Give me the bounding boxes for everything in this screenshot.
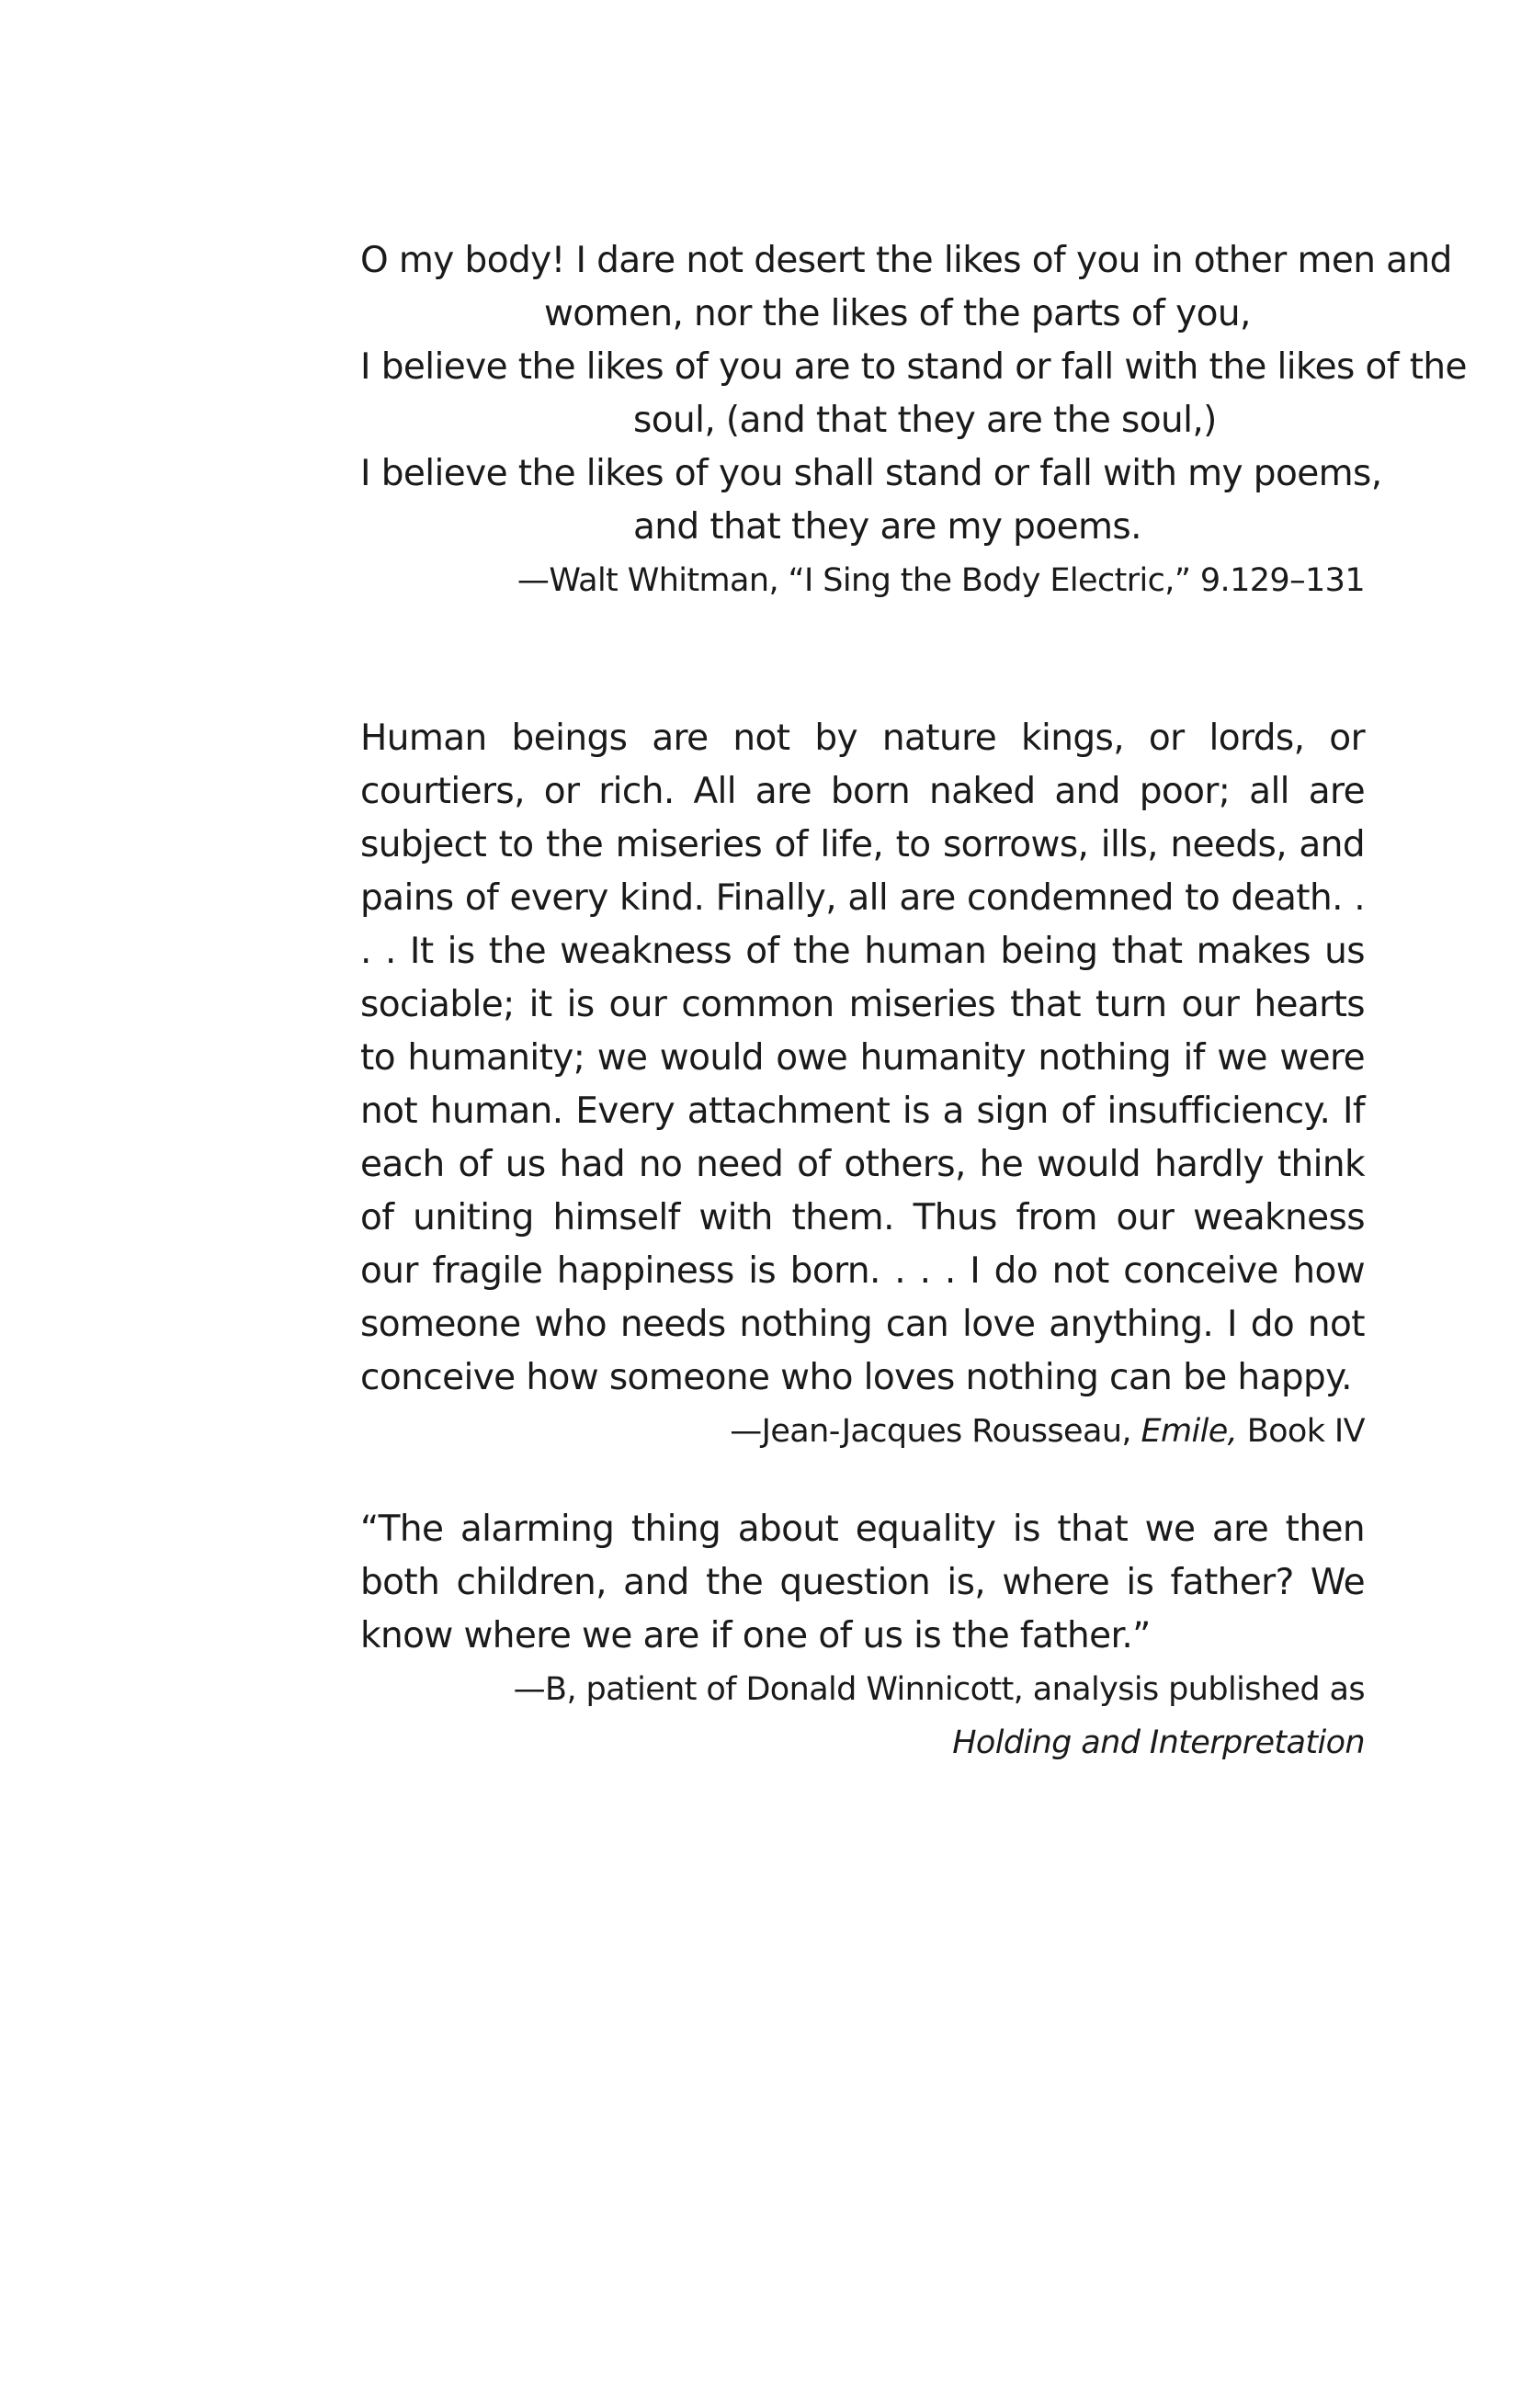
verse-line: women, nor the likes of the parts of you, [544, 293, 1251, 334]
whitman-attribution: —Walt Whitman, “I Sing the Body Electric,” 9.129–131 [516, 562, 1365, 599]
rousseau-quote [360, 712, 1365, 1405]
attribution-prefix: —Jean-Jacques Rousseau, [730, 1413, 1141, 1450]
rousseau-quote-text: Human beings are not by nature kings, or lords, or courtiers, or rich. All are born naked and poor; all are subject to the miseries of life, to sorrows, ills, needs, and pains of every kind. Finally, all are condemned to death. . . . It is the weakness of the human being that makes us sociable; it is our common miseries that turn our hearts to humanity; we would owe humanity nothing if we were not human. Every attachment is a sign of insufficiency. If each of us had no need of others, he would hardly think of uniting himself with them. Thus from our weakness our fragile happiness is born. . . . I do not conceive how someone who needs nothing can love anything. I do not conceive how someone who loves nothing can be happy. [360, 718, 1365, 1398]
whitman-epigraph [360, 234, 1467, 607]
verse-line: and that they are my poems. [633, 506, 1141, 548]
work-title: Holding and Interpretation [952, 1724, 1365, 1761]
poem-verse [360, 234, 1467, 554]
rousseau-attribution [360, 1405, 1365, 1458]
verse-line: soul, (and that they are the soul,) [633, 400, 1217, 441]
winnicott-work-title [360, 1716, 1365, 1769]
winnicott-attribution: —B, patient of Donald Winnicott, analysis published as [513, 1671, 1365, 1708]
winnicott-quote-text: “The alarming thing about equality is that we are then both children, and the question is, where is father? We know where we are if one of us is the father.” [360, 1509, 1365, 1656]
rousseau-epigraph [360, 712, 1365, 1458]
verse-line: O my body! I dare not desert the likes of you in other men and [360, 240, 1452, 281]
winnicott-epigraph [360, 1503, 1365, 1769]
verse-line: I believe the likes of you shall stand or fall with my poems, [360, 453, 1382, 494]
verse-line: I believe the likes of you are to stand or fall with the likes of the [360, 346, 1467, 388]
work-title: Emile, [1141, 1413, 1238, 1450]
attribution-suffix: Book IV [1237, 1413, 1365, 1450]
winnicott-quote [360, 1503, 1365, 1663]
